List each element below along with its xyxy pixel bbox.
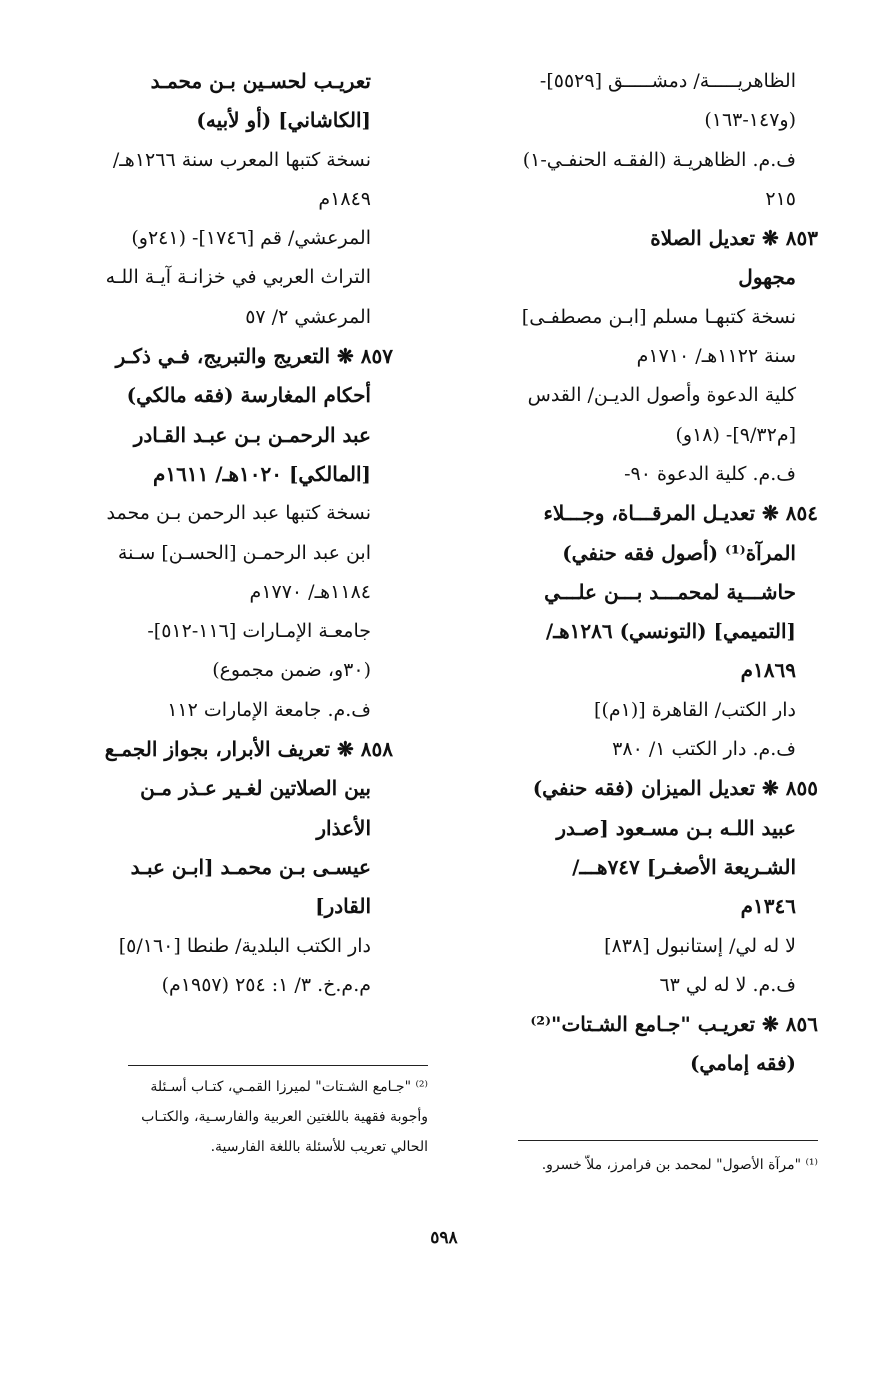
entry-heading: ٨٥٣ ❋ تعديل الصلاة bbox=[650, 226, 818, 251]
entry-line: كلية الدعوة وأصول الديـن/ القدس bbox=[527, 384, 796, 407]
entry-line: التراث العربي في خزانـة آيـة اللـه bbox=[105, 266, 371, 289]
entry-heading: ٨٥٧ ❋ التعريج والتبريج، فـي ذكـر bbox=[115, 344, 393, 369]
entry-line: نسخة كتبها المعرب سنة ١٢٦٦هـ/ bbox=[112, 148, 371, 171]
entry-line: دار الكتب البلدية/ طنطا [٥/١٦٠] bbox=[118, 934, 371, 957]
entry-line: [الكاشاني] (أو لأبيه) bbox=[196, 108, 371, 133]
footnote-line: ⁽²⁾ "جـامع الشـتات" لميرزا القمـي، كتـاب أسـئلة bbox=[150, 1079, 428, 1095]
entry-line: الظاهريـــــة/ دمشـــــق [٥٥٢٩]- bbox=[539, 70, 796, 92]
entry-line: [م٩/٣٢]- (١٨و) bbox=[675, 423, 796, 446]
entry-heading: ٨٥٦ ❋ تعريـب "جـامع الشـتات"⁽²⁾ bbox=[530, 1012, 818, 1037]
entry-line: تعريـب لحسـين بـن محمـد bbox=[150, 69, 371, 93]
entry-line: ابن عبد الرحمـن [الحسـن] سـنة bbox=[117, 541, 371, 564]
entry-line: دار الكتب/ القاهرة [(١م)] bbox=[594, 698, 796, 721]
entry-line: عيسـى بـن محمـد [ابـن عبـد bbox=[130, 854, 371, 879]
entry-line: نسخة كتبهـا مسلم [ابـن مصطفـى] bbox=[521, 305, 796, 328]
entry-line: الشـريعة الأصغـر] ٧٤٧هـــ/ bbox=[572, 854, 796, 879]
entry-line: القادر] bbox=[315, 894, 371, 919]
entry-line: حاشـــية لمحمـــد بـــن علـــي bbox=[544, 579, 796, 604]
entry-heading: ٨٥٥ ❋ تعديل الميزان (فقه حنفي) bbox=[532, 776, 818, 801]
page-number: ٥٩٨ bbox=[430, 1228, 458, 1248]
entry-line: المرآة⁽¹⁾ (أصول فقه حنفي) bbox=[562, 540, 796, 565]
entry-line: ف.م. جامعة الإمارات ١١٢ bbox=[167, 698, 371, 721]
entry-line: مجهول bbox=[738, 265, 796, 290]
footnote-rule-right bbox=[518, 1140, 818, 1141]
footnote-line: الحالي تعريب للأسئلة باللغة الفارسية. bbox=[210, 1139, 428, 1155]
entry-line: ١١٨٤هـ/ ١٧٧٠م bbox=[249, 580, 371, 603]
entry-line: ف.م. الظاهريـة (الفقـه الحنفـي-١) bbox=[522, 148, 796, 171]
footnote-line: وأجوبة فقهية باللغتين العربية والفارسـية، والكتـاب bbox=[141, 1109, 428, 1125]
entry-line: المرعشي/ قم [١٧٤٦]- (٢٤١و) bbox=[131, 227, 371, 250]
footnote-rule-left bbox=[128, 1065, 428, 1066]
entry-line: ١٣٤٦م bbox=[740, 894, 796, 919]
footnote-left bbox=[98, 1072, 428, 1162]
entry-line: بين الصلاتين لغـير عـذر مـن bbox=[140, 776, 371, 801]
entry-line: (فقه إمامي) bbox=[689, 1051, 796, 1076]
entry-line: [المالكي] ١٠٢٠هـ/ ١٦١١م bbox=[152, 461, 371, 486]
entry-line: ف.م. لا له لي ٦٣ bbox=[659, 973, 796, 996]
entry-line: جامعـة الإمـارات [١١٦-٥١٢]- bbox=[147, 620, 371, 643]
entry-line: نسخة كتبها عبد الرحمن بـن محمد bbox=[106, 502, 371, 525]
left-column bbox=[63, 62, 393, 1005]
entry-line: ٢١٥ bbox=[765, 187, 796, 210]
entry-line: (و١٤٧-١٦٣) bbox=[704, 109, 796, 132]
entry-line: ف.م. دار الكتب ١/ ٣٨٠ bbox=[612, 738, 796, 761]
right-column bbox=[488, 62, 818, 1084]
footnote-right bbox=[488, 1150, 818, 1180]
entry-line: عبيد اللـه بـن مسـعود [صـدر bbox=[556, 815, 796, 840]
entry-heading: ٨٥٤ ❋ تعديـل المرقـــاة، وجـــلاء bbox=[543, 501, 818, 526]
entry-line: المرعشي ٢/ ٥٧ bbox=[245, 305, 371, 328]
entry-line: ف.م. كلية الدعوة ٩٠- bbox=[624, 462, 796, 485]
entry-line: ١٨٤٩م bbox=[318, 187, 371, 210]
entry-line: أحكام المغارسة (فقه مالكي) bbox=[126, 383, 371, 408]
entry-line: لا له لي/ إستانبول [٨٣٨] bbox=[604, 934, 796, 957]
entry-line: [التميمي] (التونسي) ١٢٨٦هـ/ bbox=[545, 619, 796, 644]
entry-line: م.م.خ. ٣/ ١: ٢٥٤ (١٩٥٧م) bbox=[161, 973, 371, 996]
entry-line: عبد الرحمـن بـن عبـد القـادر bbox=[133, 422, 371, 447]
entry-line: الأعذار bbox=[316, 815, 371, 840]
footnote-line: ⁽¹⁾ "مرآة الأصول" لمحمد بن فرامرز، ملاّ خسرو. bbox=[541, 1157, 818, 1173]
entry-line: (٣٠و، ضمن مجموع) bbox=[212, 659, 371, 682]
entry-line: سنة ١١٢٢هـ/ ١٧١٠م bbox=[636, 345, 796, 368]
entry-line: ١٨٦٩م bbox=[740, 658, 796, 683]
entry-heading: ٨٥٨ ❋ تعريف الأبرار، بجواز الجمـع bbox=[104, 737, 393, 762]
